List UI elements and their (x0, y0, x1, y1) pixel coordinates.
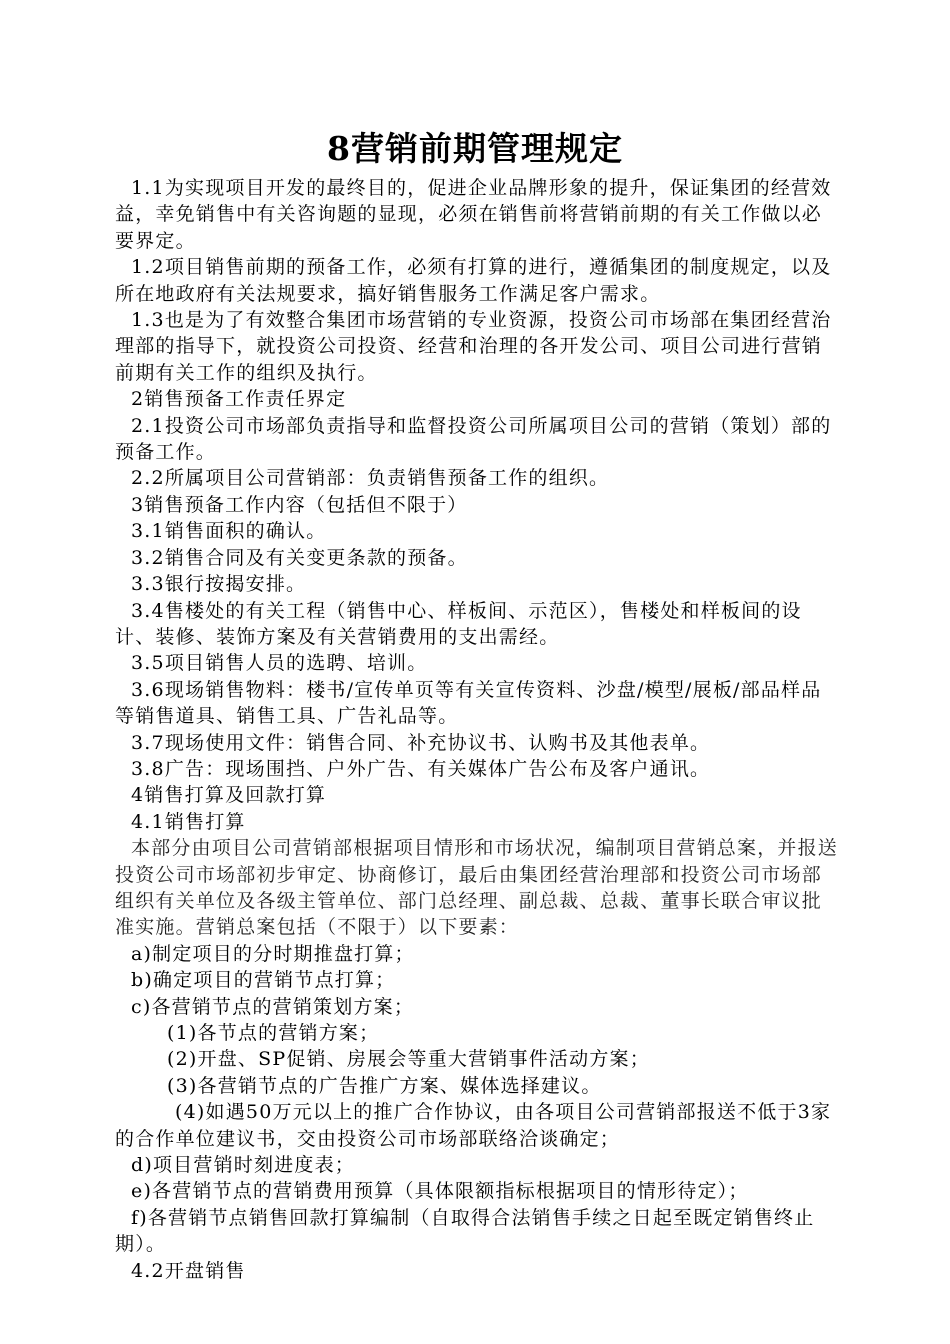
paragraph-1-2: 1.2项目销售前期的预备工作，必须有打算的进行，遵循集团的制度规定，以及所在地政府有关法规要求，搞好销售服务工作满足客户需求。 (115, 256, 832, 305)
list-item-b: b)确定项目的营销节点打算； (131, 969, 396, 992)
paragraph-1-1: 1.1为实现项目开发的最终目的，促进企业品牌形象的提升，保证集团的经营效益，幸免销售中有关咨询题的显现，必须在销售前将营销前期的有关工作做以必要界定。 (115, 177, 832, 252)
paragraph-3-2: 3.2销售合同及有关变更条款的预备。 (131, 546, 468, 569)
document-body (115, 175, 840, 1284)
paragraph-3-8: 3.8广告：现场围挡、户外广告、有关媒体广告公布及客户通讯。 (131, 757, 711, 780)
sub-item-2: (2)开盘、SP促销、房展会等重大营销事件活动方案； (167, 1048, 650, 1071)
list-item-f: f)各营销节点销售回款打算编制（自取得合法销售手续之日起至既定销售终止期）。 (115, 1206, 815, 1256)
list-item-a: a)制定项目的分时期推盘打算； (131, 942, 415, 965)
paragraph-3-4: 3.4售楼处的有关工程（销售中心、样板间、示范区），售楼处和样板间的设计、装修、装饰方案及有关营销费用的支出需经。 (115, 599, 802, 648)
paragraph-3-6: 3.6现场销售物料：楼书/宣传单页等有关宣传资料、沙盘/模型/展板/部品样品等销售道具、销售工具、广告礼品等。 (115, 678, 822, 728)
section-heading-4: 4销售打算及回款打算 (131, 784, 327, 807)
list-item-e: e)各营销节点的营销费用预算（具体限额指标根据项目的情形待定）； (131, 1180, 749, 1203)
paragraph-4-1-body: 本部分由项目公司营销部根据项目情形和市场状况，编制项目营销总案，并报送投资公司市场部初步审定、协商修订，最后由集团经营治理部和投资公司市场部组织有关单位及各级主管单位、部门总经理、副总裁、总裁、董事长联合审议批准实施。营销总案包括（不限于）以下要素： (115, 837, 839, 939)
paragraph-3-7: 3.7现场使用文件：销售合同、补充协议书、认购书及其他表单。 (131, 731, 711, 754)
paragraph-1-3: 1.3也是为了有效整合集团市场营销的专业资源，投资公司市场部在集团经营治理部的指导下，就投资公司投资、经营和治理的各开发公司、项目公司进行营销前期有关工作的组织及执行。 (115, 309, 832, 384)
subsection-heading-4-2: 4.2开盘销售 (131, 1259, 246, 1282)
paragraph-3-3: 3.3银行按揭安排。 (131, 573, 307, 596)
list-item-d: d)项目营销时刻进度表； (131, 1154, 355, 1177)
sub-item-3: (3)各营销节点的广告推广方案、媒体选择建议。 (167, 1074, 602, 1097)
paragraph-2-2: 2.2所属项目公司营销部：负责销售预备工作的组织。 (131, 467, 610, 490)
section-heading-3: 3销售预备工作内容（包括但不限于） (131, 493, 468, 516)
section-heading-2: 2销售预备工作责任界定 (131, 388, 347, 411)
sub-item-1: (1)各节点的营销方案； (167, 1022, 380, 1044)
list-item-c: c)各营销节点的营销策划方案； (131, 995, 415, 1018)
sub-item-4: (4)如遇50万元以上的推广合作协议，由各项目公司营销部报送不低于3家的合作单位建议书，交由投资公司市场部联络洽谈确定； (115, 1101, 832, 1150)
document-title: 8营销前期管理规定 (327, 129, 623, 168)
paragraph-3-5: 3.5项目销售人员的选聘、培训。 (131, 652, 428, 675)
paragraph-2-1: 2.1投资公司市场部负责指导和监督投资公司所属项目公司的营销（策划）部的预备工作。 (115, 414, 832, 464)
subsection-heading-4-1: 4.1销售打算 (131, 810, 246, 833)
paragraph-3-1: 3.1销售面积的确认。 (131, 520, 327, 543)
